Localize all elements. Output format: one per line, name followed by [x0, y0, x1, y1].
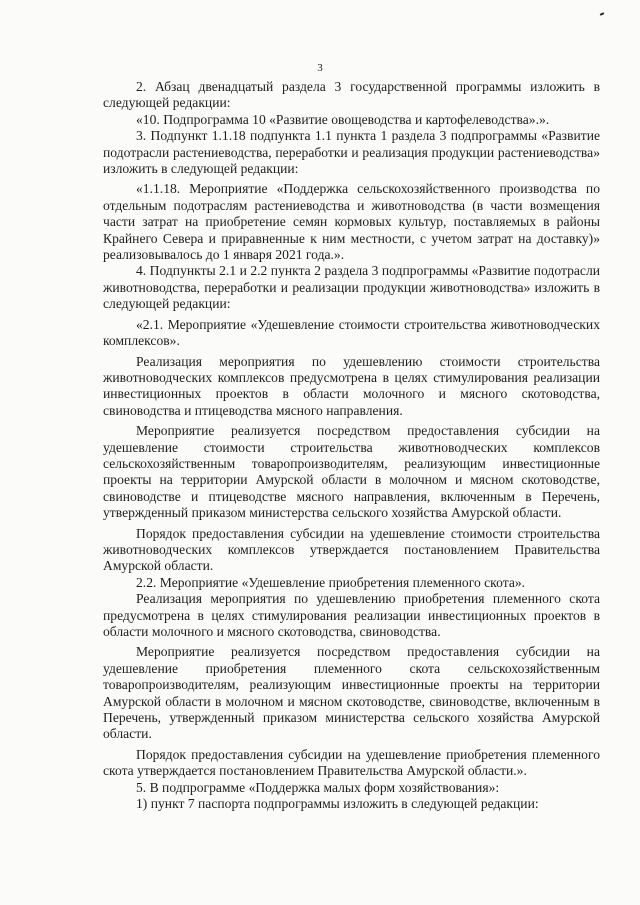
paragraph-13: Порядок предоставления субсидии на удешевление приобретения племенного скота утверждается постановлением Правительства Амурской области.». — [103, 746, 600, 779]
paragraph-14: 5. В подпрограмме «Поддержка малых форм хозяйствования»: — [136, 779, 500, 795]
paragraph-7: Реализация мероприятия по удешевлению стоимости строительства животноводческих комплексов предусмотрена в целях стимулирования реализации инвестиционных проектов в области молочного и мясного скотоводства, свиноводства и птицеводства мясного направления. — [103, 353, 600, 418]
paragraph-2: «10. Подпрограмма 10 «Развитие овощеводства и картофелеводства».». — [136, 111, 550, 127]
document-body — [103, 79, 600, 812]
paragraph-1: 2. Абзац двенадцатый раздела 3 государственной программы изложить в следующей редакции: — [103, 79, 600, 111]
paragraph-15: 1) пункт 7 паспорта подпрограммы изложить в следующей редакции: — [136, 796, 539, 812]
paragraph-9: Порядок предоставления субсидии на удешевление стоимости строительства животноводческих комплексов утверждается постановлением Правительства Амурской области. — [103, 525, 600, 574]
scan-mark — [600, 12, 604, 16]
paragraph-3: 3. Подпункт 1.1.18 подпункта 1.1 пункта 1 раздела 3 подпрограммы «Развитие подотрасли растениеводства, переработки и реализация продукции растениеводства» изложить в следующей редакции: — [103, 128, 600, 177]
paragraph-11: Реализация мероприятия по удешевлению приобретения племенного скота предусмотрена в целях стимулирования реализации инвестиционных проектов в области молочного и мясного скотоводства, свиноводства. — [103, 591, 600, 639]
paragraph-5: 4. Подпункты 2.1 и 2.2 пункта 2 раздела 3 подпрограммы «Развитие подотрасли животноводства, переработки и реализации продукции животноводства» изложить в следующей редакции: — [103, 263, 600, 312]
paragraph-10: 2.2. Мероприятие «Удешевление приобретения племенного скота». — [136, 574, 526, 590]
page-number: 3 — [317, 62, 323, 74]
paragraph-4: «1.1.18. Мероприятие «Поддержка сельскохозяйственного производства по отдельным подотраслям растениеводства и животноводства (в части возмещения части затрат на приобретение семян кормовых культур, поставляемых в районы Крайнего Севера и приравненные к ним местности, с учетом затрат на доставку)» реализовывалось до 1 января 2021 года.». — [103, 181, 600, 263]
paragraph-8: Мероприятие реализуется посредством предоставления субсидии на удешевление стоимости строительства животноводческих комплексов сельскохозяйственным товаропроизводителям, реализующим инвестиционные проекты на территории Амурской области в молочном и мясном скотоводстве, свиноводстве и птицеводстве мясного направления, включенным в Перечень, утвержденный приказом министерства сельского хозяйства Амурской области. — [103, 423, 600, 521]
paragraph-6: «2.1. Мероприятие «Удешевление стоимости строительства животноводческих комплексов». — [103, 316, 600, 349]
paragraph-12: Мероприятие реализуется посредством предоставления субсидии на удешевление приобретения племенного скота сельскохозяйственным товаропроизводителям, реализующим инвестиционные проекты на территории Амурской области в молочном и мясном скотоводстве, свиноводстве, включенным в Перечень, утвержденный приказом министерства сельского хозяйства Амурской области. — [103, 644, 600, 742]
